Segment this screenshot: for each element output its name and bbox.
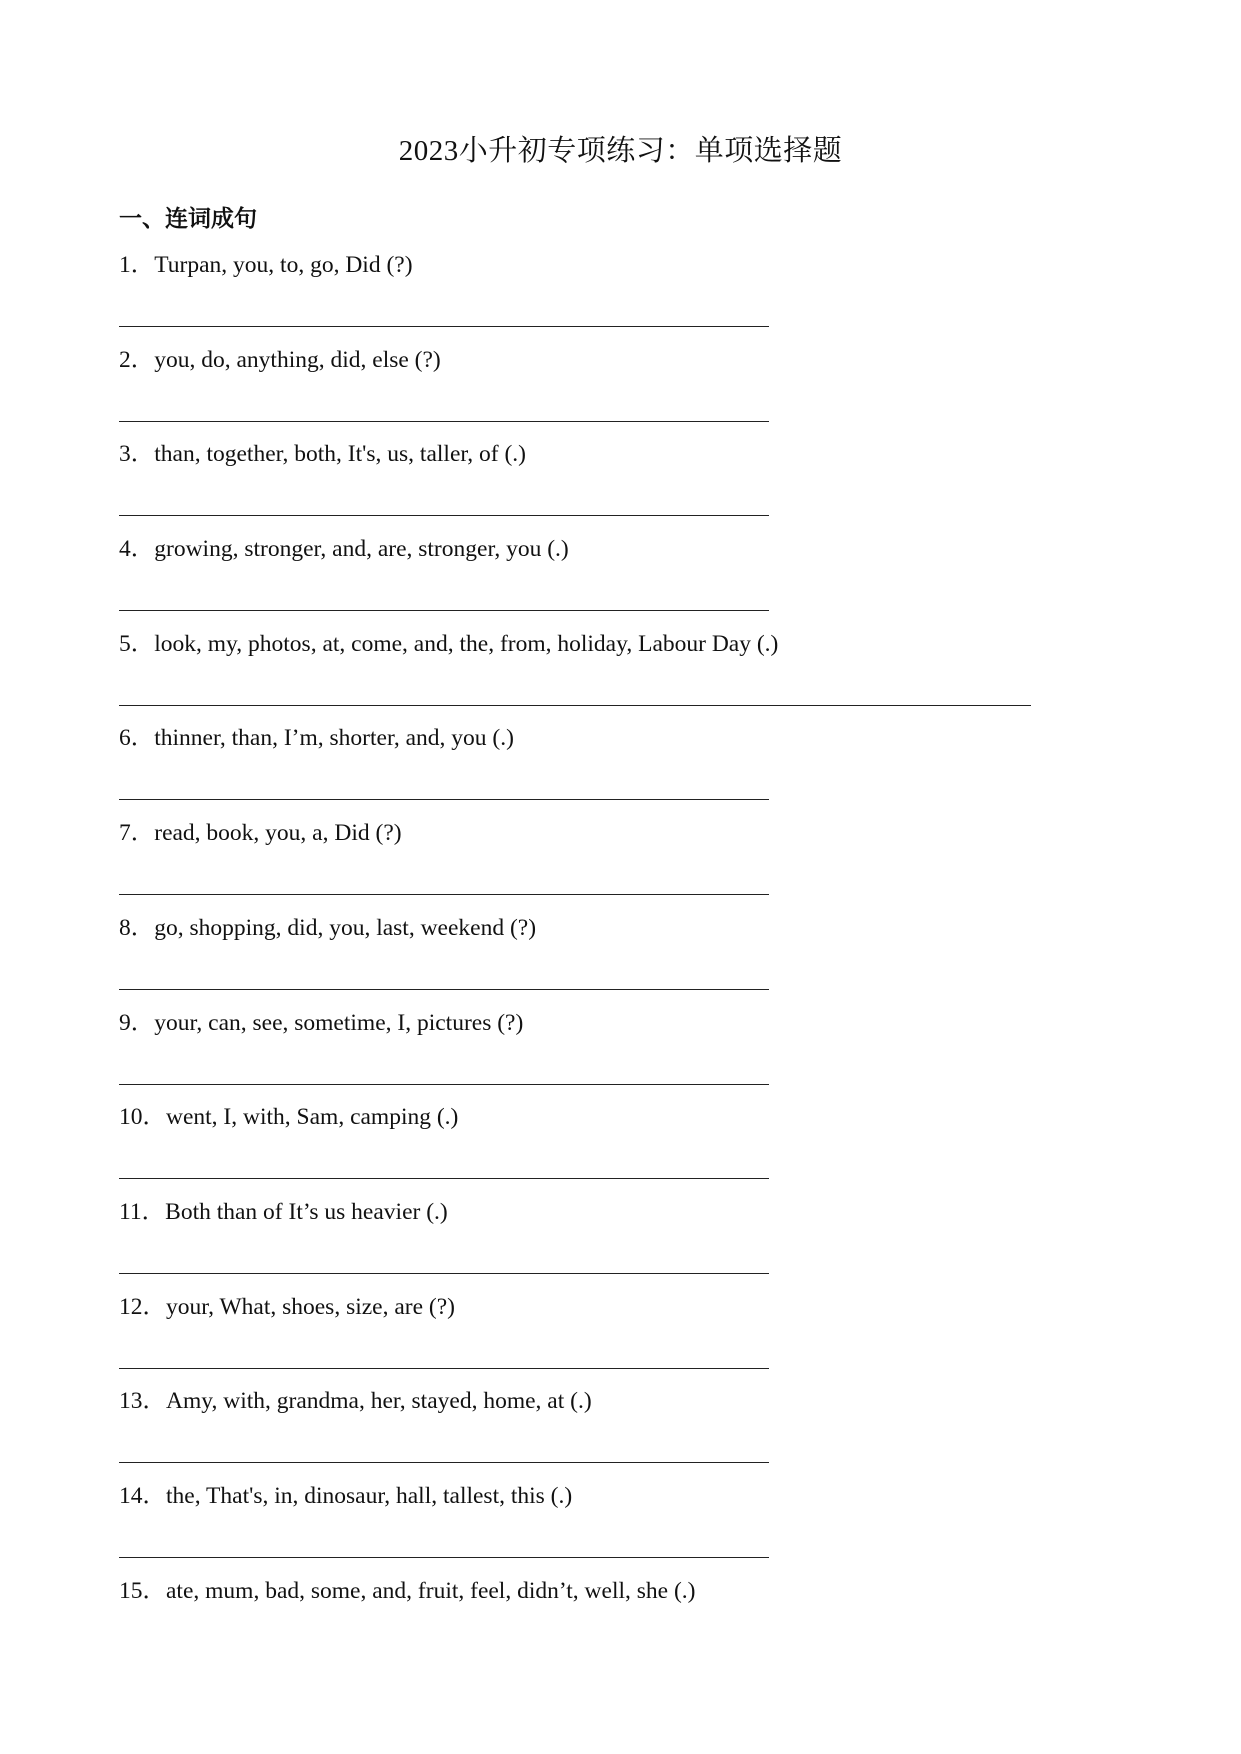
- question-number: 6．: [119, 725, 155, 752]
- question-prompt: Amy, with, grandma, her, stayed, home, at (.): [166, 1388, 592, 1415]
- question-prompt: ate, mum, bad, some, and, fruit, feel, didn’t, well, she (.): [166, 1577, 696, 1604]
- answer-line[interactable]: [119, 1273, 769, 1274]
- section-heading: 一、连词成句: [119, 206, 257, 232]
- question-1: [119, 248, 1181, 343]
- answer-line[interactable]: [119, 1178, 769, 1179]
- question-number: 13．: [119, 1388, 166, 1415]
- question-number: 11．: [119, 1198, 166, 1225]
- question-text: [119, 1574, 1181, 1608]
- question-number: 1．: [119, 252, 155, 278]
- answer-line[interactable]: [119, 1368, 769, 1369]
- question-6: [119, 721, 1181, 816]
- question-text: [119, 816, 1181, 850]
- answer-line[interactable]: [119, 326, 769, 327]
- question-8: [119, 911, 1181, 1006]
- question-prompt: Turpan, you, to, go, Did (?): [154, 252, 413, 278]
- question-12: [119, 1290, 1181, 1385]
- question-number: 15．: [119, 1577, 166, 1604]
- question-prompt: the, That's, in, dinosaur, hall, tallest, this (.): [166, 1482, 573, 1509]
- question-text: [119, 1384, 1181, 1418]
- question-prompt: growing, stronger, and, are, stronger, you (.): [154, 536, 569, 563]
- question-prompt: than, together, both, It's, us, taller, of (.): [154, 441, 526, 468]
- answer-line[interactable]: [119, 799, 769, 800]
- question-9: [119, 1006, 1181, 1101]
- question-number: 7．: [119, 820, 155, 847]
- question-5: [119, 627, 1181, 722]
- question-7: [119, 816, 1181, 911]
- question-text: [119, 532, 1181, 566]
- question-prompt: go, shopping, did, you, last, weekend (?): [154, 914, 537, 941]
- question-text: [119, 248, 1181, 282]
- question-13: [119, 1384, 1181, 1479]
- question-text: [119, 1195, 1181, 1229]
- question-text: [119, 437, 1181, 471]
- answer-line[interactable]: [119, 421, 769, 422]
- answer-line[interactable]: [119, 1084, 769, 1085]
- question-number: 4．: [119, 536, 155, 563]
- question-number: 3．: [119, 441, 155, 468]
- answer-line[interactable]: [119, 1462, 769, 1463]
- question-2: [119, 343, 1181, 438]
- question-text: [119, 1100, 1181, 1134]
- question-prompt: went, I, with, Sam, camping (.): [166, 1104, 459, 1131]
- question-prompt: Both than of It’s us heavier (.): [165, 1198, 448, 1225]
- question-4: [119, 532, 1181, 627]
- question-prompt: look, my, photos, at, come, and, the, from, holiday, Labour Day (.): [154, 630, 779, 657]
- question-list: [119, 248, 1181, 1668]
- question-prompt: read, book, you, a, Did (?): [154, 820, 402, 847]
- question-prompt: you, do, anything, did, else (?): [154, 346, 441, 373]
- question-3: [119, 437, 1181, 532]
- question-number: 5．: [119, 630, 155, 657]
- question-text: [119, 721, 1181, 755]
- question-number: 8．: [119, 914, 155, 941]
- question-number: 12．: [119, 1293, 166, 1320]
- question-text: [119, 343, 1181, 377]
- question-11: [119, 1195, 1181, 1290]
- question-text: [119, 627, 1181, 661]
- question-prompt: your, can, see, sometime, I, pictures (?): [154, 1009, 524, 1036]
- question-10: [119, 1100, 1181, 1195]
- question-text: [119, 1006, 1181, 1040]
- answer-line[interactable]: [119, 610, 769, 611]
- answer-line[interactable]: [119, 705, 1031, 706]
- question-14: [119, 1479, 1181, 1574]
- answer-line[interactable]: [119, 1557, 769, 1558]
- question-15: [119, 1574, 1181, 1669]
- answer-line[interactable]: [119, 989, 769, 990]
- question-text: [119, 1479, 1181, 1513]
- question-text: [119, 911, 1181, 945]
- question-prompt: your, What, shoes, size, are (?): [166, 1293, 455, 1320]
- answer-line[interactable]: [119, 894, 769, 895]
- question-number: 9．: [119, 1009, 155, 1036]
- answer-line[interactable]: [119, 515, 769, 516]
- question-number: 10．: [119, 1104, 166, 1131]
- page-title: 2023小升初专项练习：单项选择题: [398, 135, 843, 167]
- question-number: 2．: [119, 346, 155, 373]
- question-number: 14．: [119, 1482, 166, 1509]
- question-text: [119, 1290, 1181, 1324]
- question-prompt: thinner, than, I’m, shorter, and, you (.): [154, 725, 514, 752]
